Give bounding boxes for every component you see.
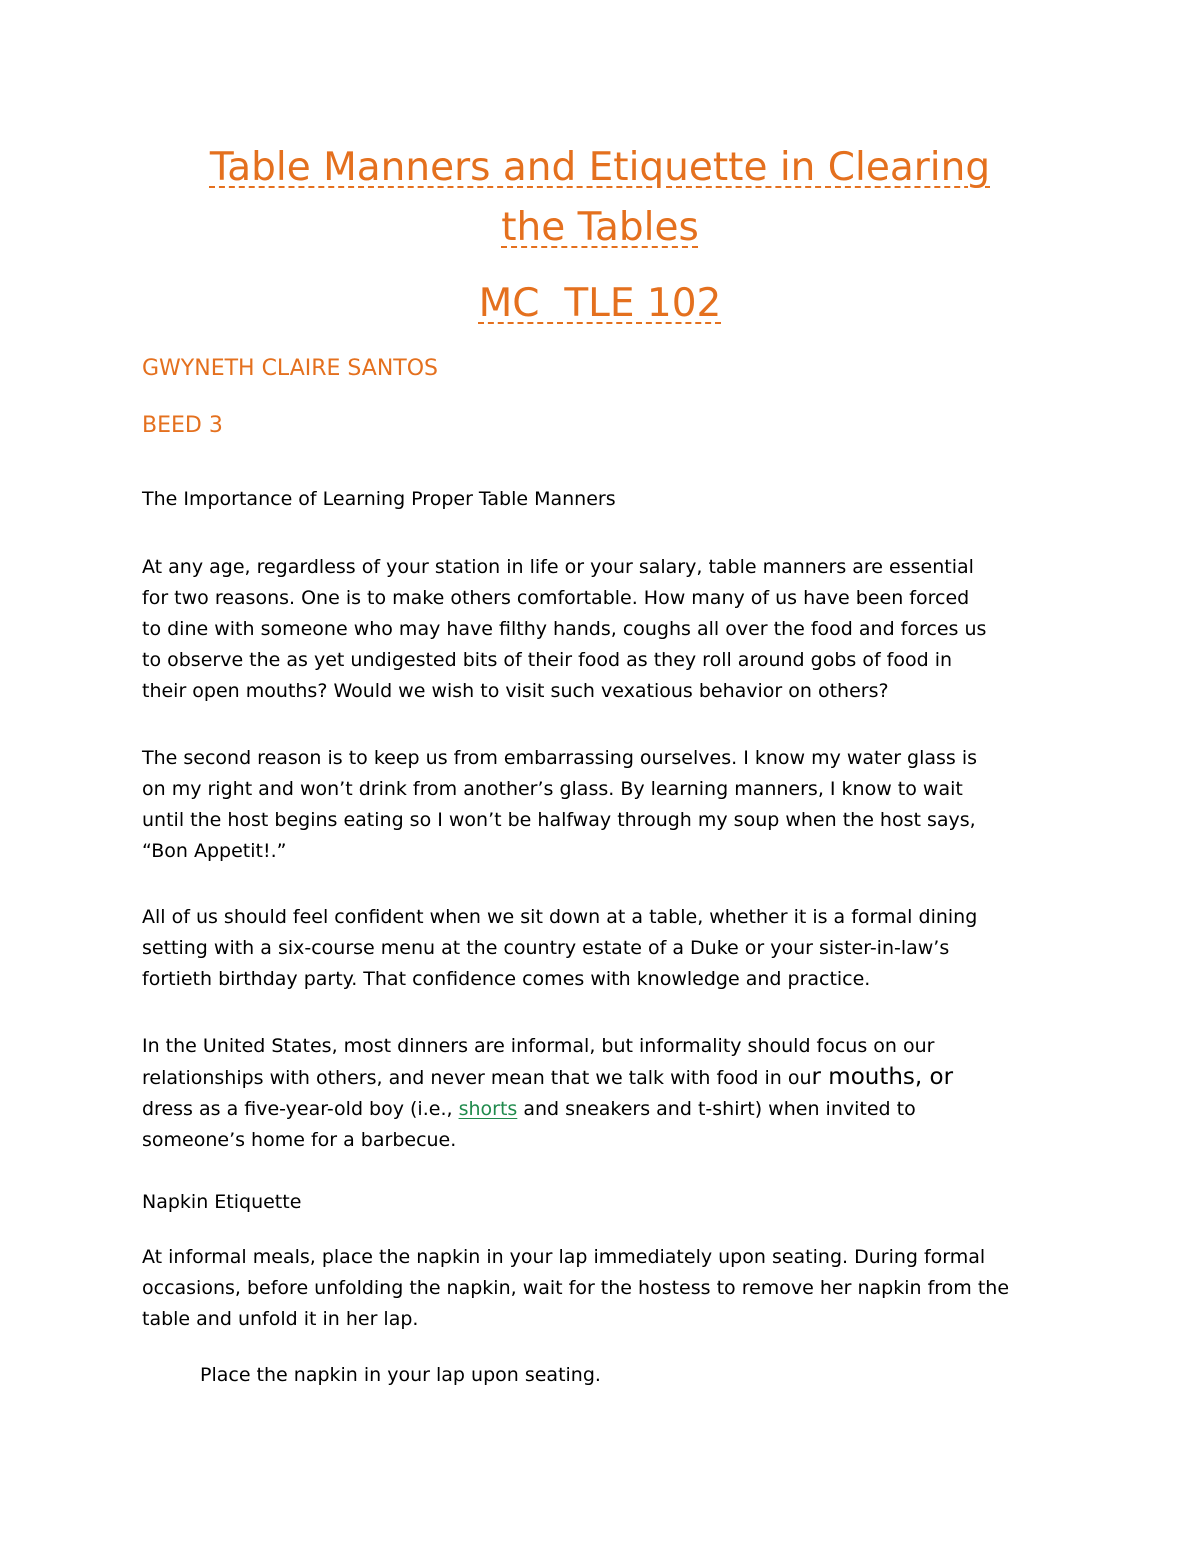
indented-line: Place the napkin in your lap upon seating. — [200, 1364, 601, 1386]
paragraph-4-line: In the United States, most dinners are informal, but informality should focus on our — [142, 1035, 935, 1057]
paragraph-4-line-2-text: relationships with others, and never mean that we talk with food in ou — [142, 1067, 812, 1089]
document-title-line-2: the Tables — [501, 205, 699, 250]
paragraph-1-line: for two reasons. One is to make others comfortable. How many of us have been forced — [142, 587, 970, 609]
paragraph-5-line: table and unfold it in her lap. — [142, 1308, 419, 1330]
paragraph-1-line: At any age, regardless of your station in life or your salary, table manners are essential — [142, 556, 974, 578]
paragraph-3-line: All of us should feel confident when we sit down at a table, whether it is a formal dining — [142, 906, 978, 928]
paragraph-4-enlarged-text: r mouths, or — [811, 1064, 954, 1090]
paragraph-2-line: “Bon Appetit!.” — [142, 840, 287, 862]
course-code — [140, 274, 1060, 334]
paragraph-3 — [142, 902, 1072, 995]
document-title-line-1: Table Manners and Etiquette in Clearing — [209, 145, 991, 190]
paragraph-4 — [142, 1031, 1072, 1156]
paragraph-5-line: occasions, before unfolding the napkin, wait for the hostess to remove her napkin from the — [142, 1277, 1010, 1299]
paragraph-1-line: to dine with someone who may have filthy hands, coughs all over the food and forces us — [142, 618, 987, 640]
paragraph-1-line: to observe the as yet undigested bits of their food as they roll around gobs of food in — [142, 649, 953, 671]
paragraph-3-line: setting with a six-course menu at the country estate of a Duke or your sister-in-law’s — [142, 937, 950, 959]
paragraph-1 — [142, 552, 1072, 707]
paragraph-4-line-3-end: and sneakers and t-shirt) when invited to — [517, 1098, 916, 1120]
paragraph-3-line: fortieth birthday party. That confidence comes with knowledge and practice. — [142, 968, 871, 990]
shorts-link[interactable]: shorts — [458, 1098, 518, 1120]
paragraph-4-line — [142, 1062, 1072, 1094]
author-name: GWYNETH CLAIRE SANTOS — [142, 356, 439, 381]
napkin-etiquette-heading: Napkin Etiquette — [142, 1191, 302, 1213]
course-code-text: MC TLE 102 — [478, 281, 722, 326]
paragraph-1-line: their open mouths? Would we wish to visit such vexatious behavior on others? — [142, 680, 889, 702]
class-section: BEED 3 — [142, 413, 223, 438]
paragraph-2-line: until the host begins eating so I won’t be halfway through my soup when the host says, — [142, 809, 976, 831]
paragraph-5-line: At informal meals, place the napkin in your lap immediately upon seating. During formal — [142, 1246, 986, 1268]
paragraph-2 — [142, 743, 1072, 867]
paragraph-2-line: on my right and won’t drink from another’s glass. By learning manners, I know to wait — [142, 778, 963, 800]
paragraph-4-line-3-text: dress as a five-year-old boy (i.e., — [142, 1098, 459, 1120]
section-heading: The Importance of Learning Proper Table Manners — [142, 488, 616, 510]
paragraph-4-line: someone’s home for a barbecue. — [142, 1129, 457, 1151]
paragraph-5 — [142, 1242, 1072, 1335]
paragraph-2-line: The second reason is to keep us from embarrassing ourselves. I know my water glass is — [142, 747, 978, 769]
paragraph-4-line — [142, 1094, 1072, 1125]
